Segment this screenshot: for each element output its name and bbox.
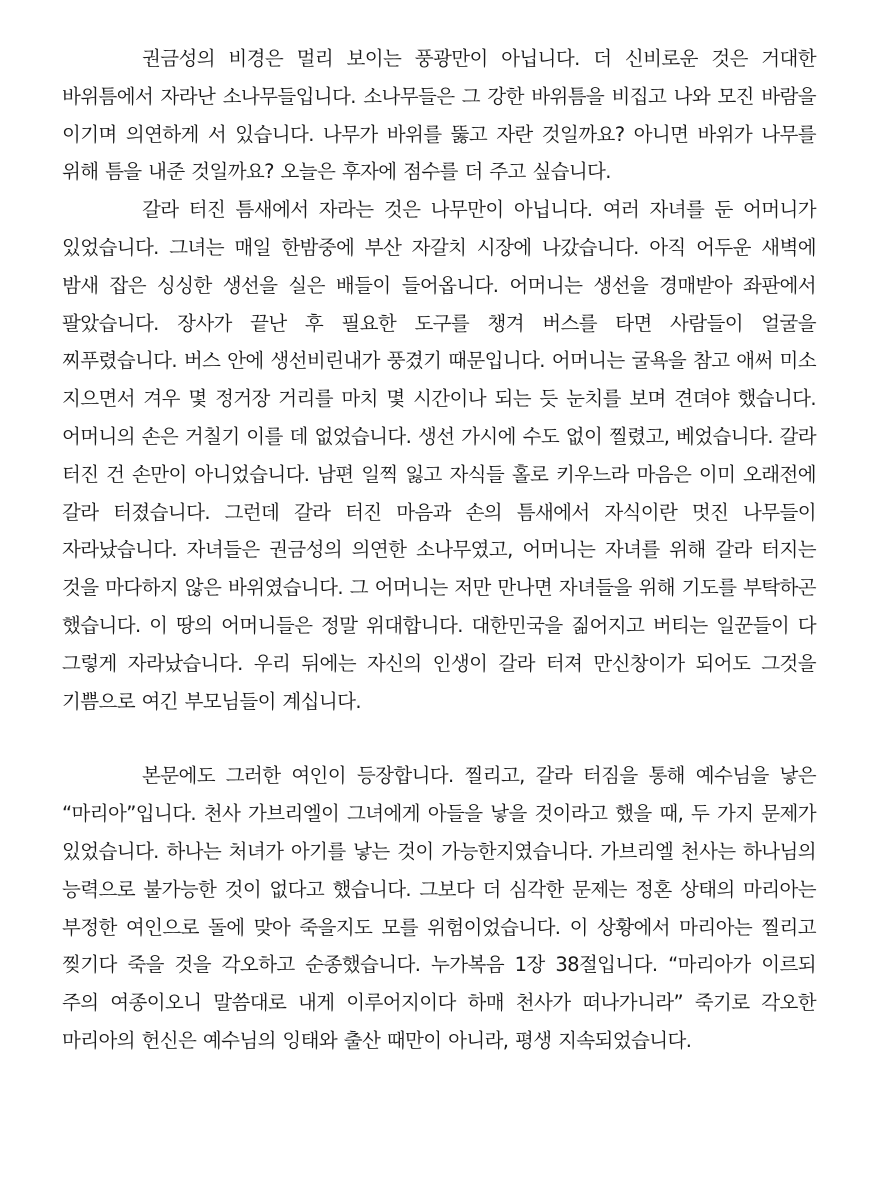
document-page [62, 40, 816, 1060]
paragraph-mary: 본문에도 그러한 여인이 등장합니다. 찔리고, 갈라 터짐을 통해 예수님을 낳은 “마리아”입니다. 천사 가브리엘이 그녀에게 아들을 낳을 것이라고 했을 때, 두 가지 문제가 있었습니다. 하나는 처녀가 아기를 낳는 것이 가능한지였습니다. 가브리엘 천사는 하나님의 능력으로 불가능한 것이 없다고 했습니다. 그보다 더 심각한 문제는 정혼 상태의 마리아는 부정한 여인으로 돌에 맞아 죽을지도 모를 위험이었습니다. 이 상황에서 마리아는 찔리고 찢기다 죽을 것을 각오하고 순종했습니다. 누가복음 1장 38절입니다. “마리아가 이르되 주의 여종이오니 말씀대로 내게 이루어지이다 하매 천사가 떠나가니라” 죽기로 각오한 마리아의 헌신은 예수님의 잉태와 출산 때만이 아니라, 평생 지속되었습니다. [62, 764, 816, 1052]
paragraph-pine-trees: 권금성의 비경은 멀리 보이는 풍광만이 아닙니다. 더 신비로운 것은 거대한 바위틈에서 자라난 소나무들입니다. 소나무들은 그 강한 바위틈을 비집고 나와 모진 바람을 이기며 의연하게 서 있습니다. 나무가 바위를 뚫고 자란 것일까요? 아니면 바위가 나무를 위해 틈을 내준 것일까요? 오늘은 후자에 점수를 더 주고 싶습니다. [62, 47, 816, 184]
paragraph-mother-story: 갈라 터진 틈새에서 자라는 것은 나무만이 아닙니다. 여러 자녀를 둔 어머니가 있었습니다. 그녀는 매일 한밤중에 부산 자갈치 시장에 나갔습니다. 아직 어두운 새벽에 밤새 잡은 싱싱한 생선을 실은 배들이 들어옵니다. 어머니는 생선을 경매받아 좌판에서 팔았습니다. 장사가 끝난 후 필요한 도구를 챙겨 버스를 타면 사람들이 얼굴을 찌푸렸습니다. 버스 안에 생선비린내가 풍겼기 때문입니다. 어머니는 굴욕을 참고 애써 미소 지으면서 겨우 몇 정거장 거리를 마치 몇 시간이나 되는 듯 눈치를 보며 견뎌야 했습니다. 어머니의 손은 거칠기 이를 데 없었습니다. 생선 가시에 수도 없이 찔렸고, 베었습니다. 갈라 터진 건 손만이 아니었습니다. 남편 일찍 잃고 자식들 홀로 키우느라 마음은 이미 오래전에 갈라 터졌습니다. 그런데 갈라 터진 마음과 손의 틈새에서 자식이란 멋진 나무들이 자라났습니다. 자녀들은 권금성의 의연한 소나무였고, 어머니는 자녀를 위해 갈라 터지는 것을 마다하지 않은 바위였습니다. 그 어머니는 저만 만나면 자녀들을 위해 기도를 부탁하곤 했습니다. 이 땅의 어머니들은 정말 위대합니다. 대한민국을 짊어지고 버티는 일꾼들이 다 그렇게 자라났습니다. 우리 뒤에는 자신의 인생이 갈라 터져 만신창이가 되어도 그것을 기쁨으로 여긴 부모님들이 계십니다. [62, 198, 816, 713]
